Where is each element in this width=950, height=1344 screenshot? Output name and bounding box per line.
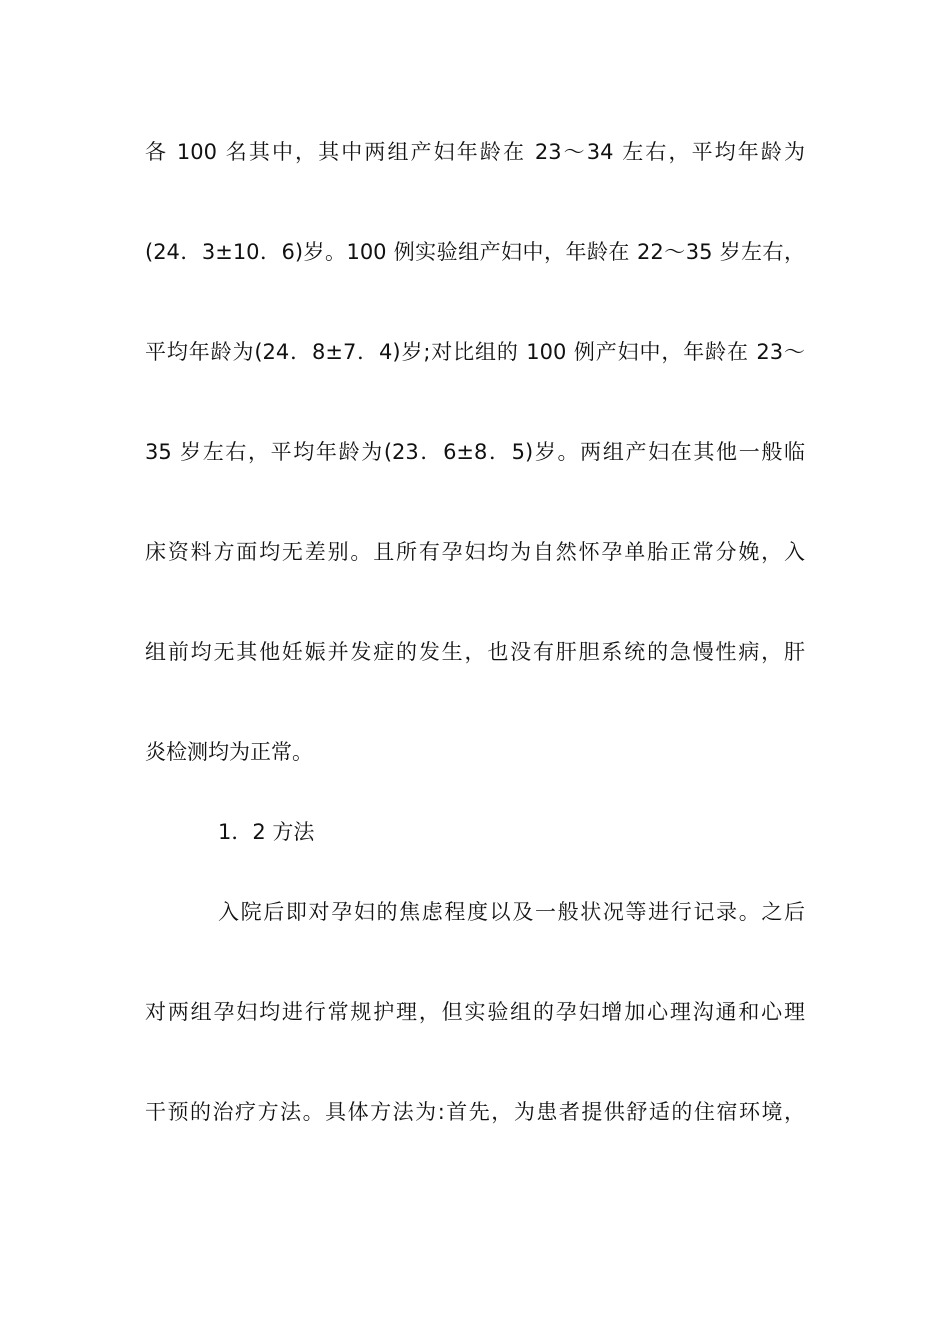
section-heading: 1．2 方法 (218, 820, 315, 844)
method-line-3: 干预的治疗方法。具体方法为:首先，为患者提供舒适的住宿环境， (145, 1100, 805, 1124)
method-line-2: 对两组孕妇均进行常规护理，但实验组的孕妇增加心理沟通和心理 (145, 1000, 805, 1024)
paragraph-line-7: 炎检测均为正常。 (145, 740, 313, 764)
paragraph-line-4: 35 岁左右，平均年龄为(23．6±8．5)岁。两组产妇在其他一般临 (145, 440, 805, 464)
paragraph-line-5: 床资料方面均无差别。且所有孕妇均为自然怀孕单胎正常分娩，入 (145, 540, 805, 564)
paragraph-line-6: 组前均无其他妊娠并发症的发生，也没有肝胆系统的急慢性病，肝 (145, 640, 805, 664)
paragraph-line-2: (24．3±10．6)岁。100 例实验组产妇中，年龄在 22～35 岁左右， (145, 240, 805, 264)
paragraph-line-3: 平均年龄为(24．8±7．4)岁;对比组的 100 例产妇中，年龄在 23～ (145, 340, 805, 364)
method-line-1: 入院后即对孕妇的焦虑程度以及一般状况等进行记录。之后 (218, 900, 805, 924)
paragraph-line-1: 各 100 名其中，其中两组产妇年龄在 23～34 左右，平均年龄为 (145, 140, 805, 164)
